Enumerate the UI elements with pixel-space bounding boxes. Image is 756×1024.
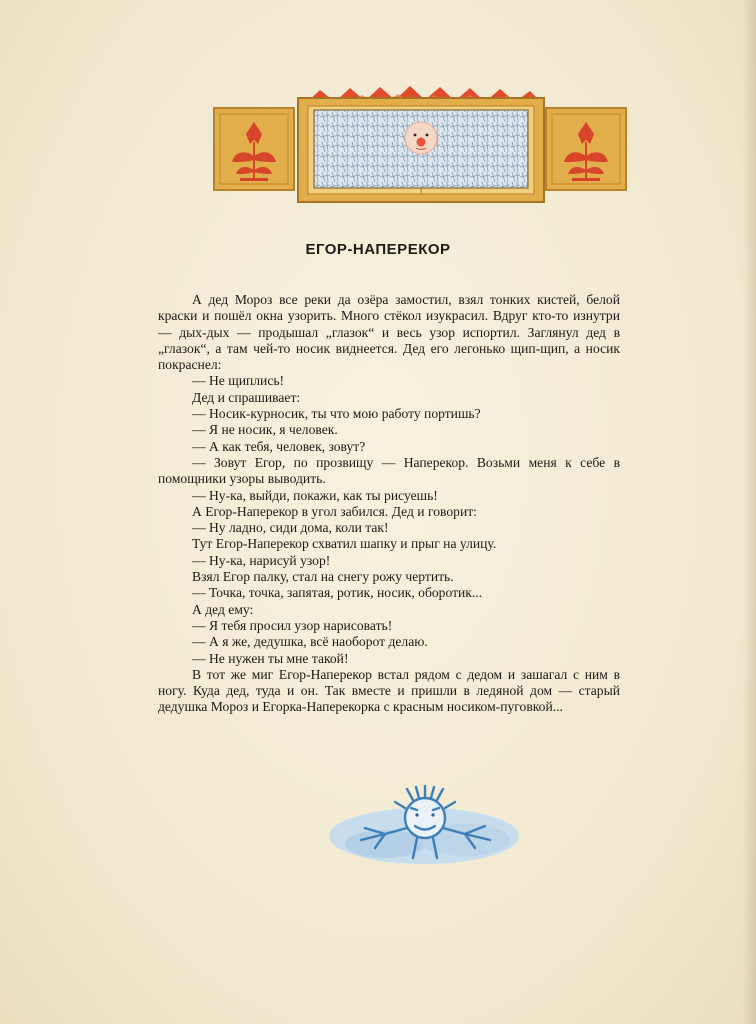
paragraph: — Я тебя просил узор нарисовать! (192, 617, 393, 633)
paragraph: — Ну ладно, сиди дома, коли так! (192, 520, 389, 536)
paragraph: — Носик-курносик, ты что мою работу портишь? (192, 406, 481, 422)
paragraph: А Егор-Наперекор в угол забился. Дед и говорит: (192, 503, 477, 519)
paragraph: — Я не носик, я человек. (192, 422, 338, 438)
boy-face-in-snow-illustration (325, 778, 523, 870)
paragraph: — А как тебя, человек, зовут? (192, 438, 366, 454)
paragraph: — Не нужен ты мне такой! (192, 650, 349, 666)
page-edge-shadow (742, 0, 756, 1024)
paragraph: — Ну-ка, нарисуй узор! (192, 552, 331, 568)
story-text (158, 292, 620, 716)
paragraph: — Не щиплись! (192, 373, 285, 389)
paragraph: Дед и спрашивает: (192, 389, 301, 405)
paragraph: — Точка, точка, запятая, ротик, носик, оборотик... (192, 585, 483, 601)
paragraph: Взял Егор палку, стал на снегу рожу чертить. (192, 569, 454, 585)
window-frost-face-illustration (210, 82, 630, 207)
paragraph: А дед ему: (192, 601, 254, 617)
paragraph: В тот же миг Егор-Наперекор встал рядом с дедом и зашагал с ним в ногу. Куда дед, туда и он. Так вместе и пришли в ледяной дом — старый дедушка Мороз и Егорка-Наперекорка с красным носиком-пуговкой... (158, 666, 620, 715)
story-title: ЕГОР-НАПЕРЕКОР (305, 241, 451, 258)
paragraph: — Зовут Егор, по прозвищу — Наперекор. Возьми меня к себе в помощники узоры выводить. (158, 454, 620, 487)
paragraph: — Ну-ка, выйди, покажи, как ты рисуешь! (192, 487, 438, 503)
paragraph: А дед Мороз все реки да озёра замостил, взял тонких кистей, белой краски и пошёл окна узорить. Много стёкол изукрасил. Вдруг кто-то изнутри — дых-дых — продышал „глазок“ и весь узор испортил. Заглянул дед в „глазок“, а там чей-то носик виднеется. Дед его легонько щип-щип, а носик покраснел: (158, 292, 620, 373)
paragraph: Тут Егор-Наперекор схватил шапку и прыг на улицу. (192, 536, 497, 552)
paragraph: — А я же, дедушка, всё наоборот делаю. (192, 634, 428, 650)
peeking-face (405, 122, 437, 154)
